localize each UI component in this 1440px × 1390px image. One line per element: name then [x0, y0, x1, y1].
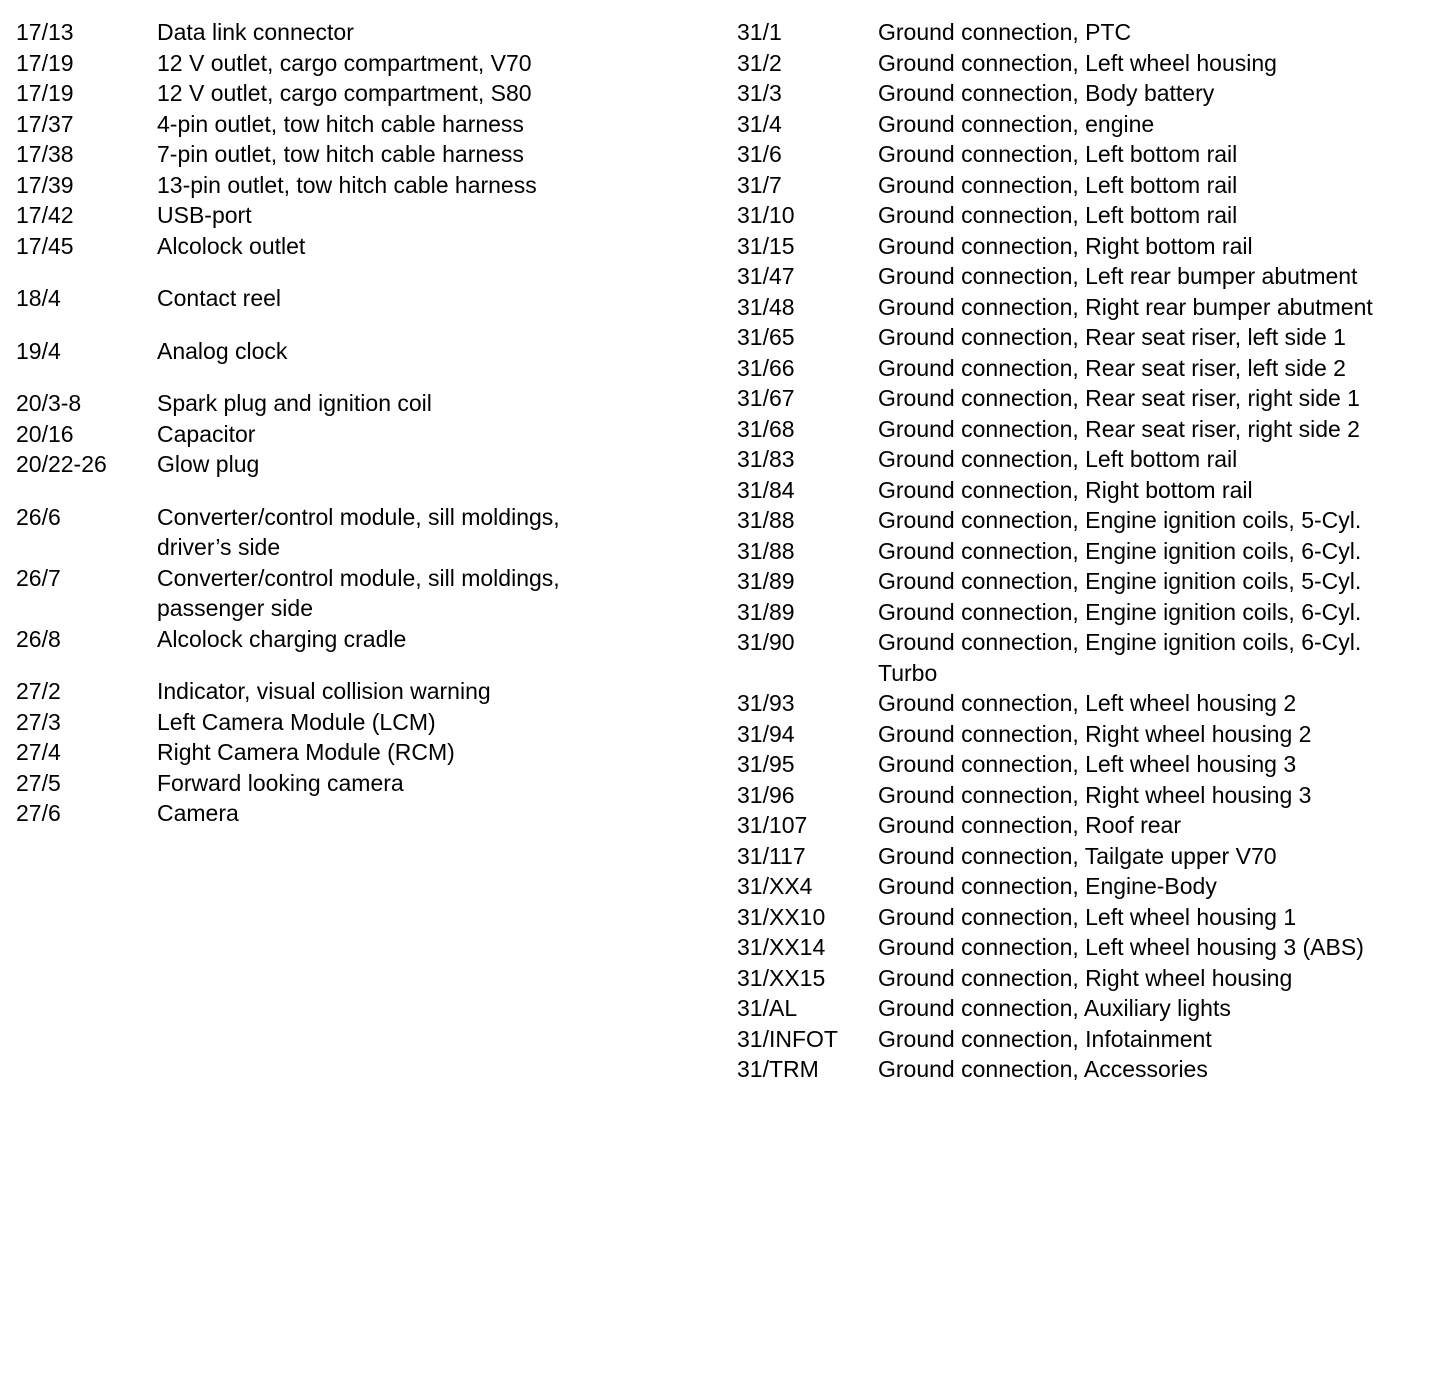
- list-item: [16, 231, 696, 262]
- component-description: Ground connection, Left wheel housing 3 (ABS): [878, 934, 1364, 960]
- component-code: 31/107: [737, 812, 808, 838]
- component-code: 27/4: [16, 739, 61, 765]
- component-code: 17/19: [16, 80, 74, 106]
- component-description: Indicator, visual collision warning: [157, 678, 491, 704]
- list-item: [737, 322, 1427, 353]
- list-item: [737, 505, 1427, 536]
- component-code: 31/47: [737, 263, 795, 289]
- component-code: 31/65: [737, 324, 795, 350]
- component-code: 31/15: [737, 232, 795, 259]
- component-description: Forward looking camera: [157, 769, 404, 796]
- component-description: Camera: [157, 800, 239, 826]
- component-code: 17/38: [16, 141, 74, 167]
- component-code: 31/90: [737, 629, 795, 655]
- component-code: 31/4: [737, 110, 782, 137]
- list-item: [737, 749, 1427, 780]
- component-description: Left Camera Module (LCM): [157, 708, 436, 735]
- list-item: [16, 798, 696, 829]
- component-description: Alcolock charging cradle: [157, 625, 407, 652]
- list-item: [737, 170, 1427, 201]
- list-item: [737, 597, 1427, 628]
- component-description: Glow plug: [157, 451, 260, 477]
- component-code: 31/88: [737, 507, 795, 533]
- list-item: [737, 383, 1427, 414]
- component-code: 31/89: [737, 598, 795, 625]
- list-item: [737, 871, 1427, 902]
- list-item: [16, 139, 696, 170]
- component-description: Ground connection, Left bottom rail: [878, 446, 1238, 472]
- component-description: Ground connection, Infotainment: [878, 1025, 1212, 1052]
- component-code: 26/7: [16, 564, 61, 591]
- list-item: [16, 563, 696, 624]
- component-code: 31/XX15: [737, 964, 826, 991]
- component-code: 31/95: [737, 751, 795, 777]
- component-description: Ground connection, Left wheel housing 1: [878, 903, 1297, 930]
- list-item: [737, 566, 1427, 597]
- component-description: Ground connection, Left bottom rail: [878, 141, 1238, 167]
- list-item: [737, 719, 1427, 750]
- list-item: [16, 449, 696, 480]
- component-code: 18/4: [16, 285, 61, 311]
- component-code: 27/2: [16, 678, 61, 704]
- list-item: [16, 388, 696, 419]
- component-description: Ground connection, Right wheel housing: [878, 964, 1293, 991]
- component-description: 13-pin outlet, tow hitch cable harness: [157, 171, 537, 198]
- component-code: 31/AL: [737, 995, 798, 1021]
- list-item: [737, 1054, 1427, 1085]
- component-code: 31/93: [737, 690, 795, 716]
- list-item: [737, 109, 1427, 140]
- component-description: Ground connection, PTC: [878, 19, 1132, 45]
- component-code: 31/67: [737, 385, 795, 411]
- component-description: Ground connection, Engine-Body: [878, 873, 1217, 899]
- list-item: [737, 780, 1427, 811]
- right-component-list: [737, 17, 1427, 1085]
- component-code: 26/8: [16, 625, 61, 652]
- component-code: 31/48: [737, 293, 795, 320]
- component-code: 31/68: [737, 415, 795, 442]
- component-code: 31/89: [737, 568, 795, 594]
- list-item: [737, 444, 1427, 475]
- list-item: [737, 475, 1427, 506]
- list-item: [16, 170, 696, 201]
- component-code: 27/5: [16, 769, 61, 796]
- component-code: 31/94: [737, 720, 795, 747]
- component-code: 31/3: [737, 80, 782, 106]
- component-description: 12 V outlet, cargo compartment, V70: [157, 49, 532, 76]
- list-item: [16, 502, 696, 563]
- component-description: Contact reel: [157, 285, 282, 311]
- component-description: Data link connector: [157, 19, 354, 45]
- component-code: 17/45: [16, 232, 74, 259]
- list-item: [737, 1024, 1427, 1055]
- component-description: Converter/control module, sill moldings, driver’s side: [157, 503, 560, 560]
- component-code: 19/4: [16, 337, 61, 364]
- component-description: Ground connection, Rear seat riser, right side 2: [878, 415, 1360, 442]
- component-description: Right Camera Module (RCM): [157, 739, 455, 765]
- component-description: Ground connection, Left wheel housing: [878, 49, 1277, 76]
- component-code: 20/22-26: [16, 451, 107, 477]
- component-code: 31/XX4: [737, 873, 813, 899]
- list-item: [737, 841, 1427, 872]
- list-item: [737, 48, 1427, 79]
- list-item: [737, 292, 1427, 323]
- component-description: Ground connection, Left bottom rail: [878, 202, 1238, 228]
- component-description: Capacitor: [157, 420, 256, 447]
- component-code: 27/3: [16, 708, 61, 735]
- component-code: 31/96: [737, 781, 795, 808]
- component-description: Ground connection, Right bottom rail: [878, 232, 1253, 259]
- component-description: Converter/control module, sill moldings, passenger side: [157, 564, 560, 621]
- component-code: 20/3-8: [16, 390, 82, 416]
- component-code: 31/XX10: [737, 903, 826, 930]
- left-component-list: [16, 17, 696, 829]
- list-item: [16, 768, 696, 799]
- component-description: Ground connection, Engine ignition coils, 6-Cyl.: [878, 598, 1362, 625]
- component-code: 17/19: [16, 49, 74, 76]
- list-item: [16, 737, 696, 768]
- component-description: Ground connection, Left wheel housing 2: [878, 690, 1297, 716]
- list-item: [16, 17, 696, 48]
- component-description: Ground connection, Right wheel housing 3: [878, 781, 1312, 808]
- component-code: 26/6: [16, 503, 61, 530]
- component-description: 12 V outlet, cargo compartment, S80: [157, 80, 532, 106]
- component-code: 31/84: [737, 476, 795, 503]
- component-description: Ground connection, Engine ignition coils, 5-Cyl.: [878, 507, 1362, 533]
- list-item: [737, 200, 1427, 231]
- component-description: Spark plug and ignition coil: [157, 390, 432, 416]
- list-item: [737, 78, 1427, 109]
- component-code: 31/10: [737, 202, 795, 228]
- component-code: 31/88: [737, 537, 795, 564]
- component-code: 31/83: [737, 446, 795, 472]
- list-item: [737, 902, 1427, 933]
- list-item: [737, 932, 1427, 963]
- component-description: Ground connection, Auxiliary lights: [878, 995, 1231, 1021]
- list-item: [16, 624, 696, 655]
- list-item: [16, 200, 696, 231]
- component-description: Ground connection, Engine ignition coils, 5-Cyl.: [878, 568, 1362, 594]
- component-description: Ground connection, Body battery: [878, 80, 1215, 106]
- component-description: Ground connection, Accessories: [878, 1056, 1208, 1082]
- component-description: Ground connection, Rear seat riser, left side 1: [878, 324, 1346, 350]
- list-item: [737, 17, 1427, 48]
- component-description: Alcolock outlet: [157, 232, 306, 259]
- component-description: 7-pin outlet, tow hitch cable harness: [157, 141, 524, 167]
- list-item: [737, 414, 1427, 445]
- component-description: Ground connection, Right rear bumper abutment: [878, 293, 1373, 320]
- list-item: [737, 627, 1427, 688]
- component-description: Ground connection, Rear seat riser, left side 2: [878, 354, 1346, 381]
- list-item: [16, 676, 696, 707]
- list-item: [737, 536, 1427, 567]
- list-item: [737, 261, 1427, 292]
- component-code: 17/42: [16, 202, 74, 228]
- list-item: [16, 707, 696, 738]
- list-item: [16, 419, 696, 450]
- list-item: [737, 688, 1427, 719]
- component-code: 17/39: [16, 171, 74, 198]
- component-code: 31/1: [737, 19, 782, 45]
- list-item: [737, 963, 1427, 994]
- component-code: 27/6: [16, 800, 61, 826]
- component-code: 31/INFOT: [737, 1025, 838, 1052]
- component-description: Ground connection, Engine ignition coils, 6-Cyl. Turbo: [878, 629, 1362, 686]
- component-description: Ground connection, Left wheel housing 3: [878, 751, 1297, 777]
- component-code: 31/66: [737, 354, 795, 381]
- list-item: [737, 139, 1427, 170]
- list-item: [737, 993, 1427, 1024]
- component-code: 31/117: [737, 842, 806, 869]
- component-description: Analog clock: [157, 337, 288, 364]
- component-code: 31/6: [737, 141, 782, 167]
- component-code: 17/13: [16, 19, 74, 45]
- list-item: [16, 78, 696, 109]
- list-item: [16, 109, 696, 140]
- component-code: 31/2: [737, 49, 782, 76]
- list-item: [16, 283, 696, 314]
- component-description: USB-port: [157, 202, 252, 228]
- component-code: 17/37: [16, 110, 74, 137]
- component-code: 31/7: [737, 171, 782, 198]
- component-description: Ground connection, Rear seat riser, right side 1: [878, 385, 1360, 411]
- component-description: Ground connection, Left bottom rail: [878, 171, 1238, 198]
- component-description: Ground connection, Tailgate upper V70: [878, 842, 1277, 869]
- component-description: Ground connection, Roof rear: [878, 812, 1182, 838]
- component-description: 4-pin outlet, tow hitch cable harness: [157, 110, 524, 137]
- list-item: [737, 353, 1427, 384]
- component-code: 20/16: [16, 420, 74, 447]
- list-item: [737, 231, 1427, 262]
- list-item: [737, 810, 1427, 841]
- list-item: [16, 48, 696, 79]
- component-code: 31/XX14: [737, 934, 826, 960]
- list-item: [16, 336, 696, 367]
- component-description: Ground connection, Right bottom rail: [878, 476, 1253, 503]
- component-description: Ground connection, Engine ignition coils, 6-Cyl.: [878, 537, 1362, 564]
- component-description: Ground connection, Right wheel housing 2: [878, 720, 1312, 747]
- component-description: Ground connection, Left rear bumper abutment: [878, 263, 1358, 289]
- component-description: Ground connection, engine: [878, 110, 1155, 137]
- component-code: 31/TRM: [737, 1056, 819, 1082]
